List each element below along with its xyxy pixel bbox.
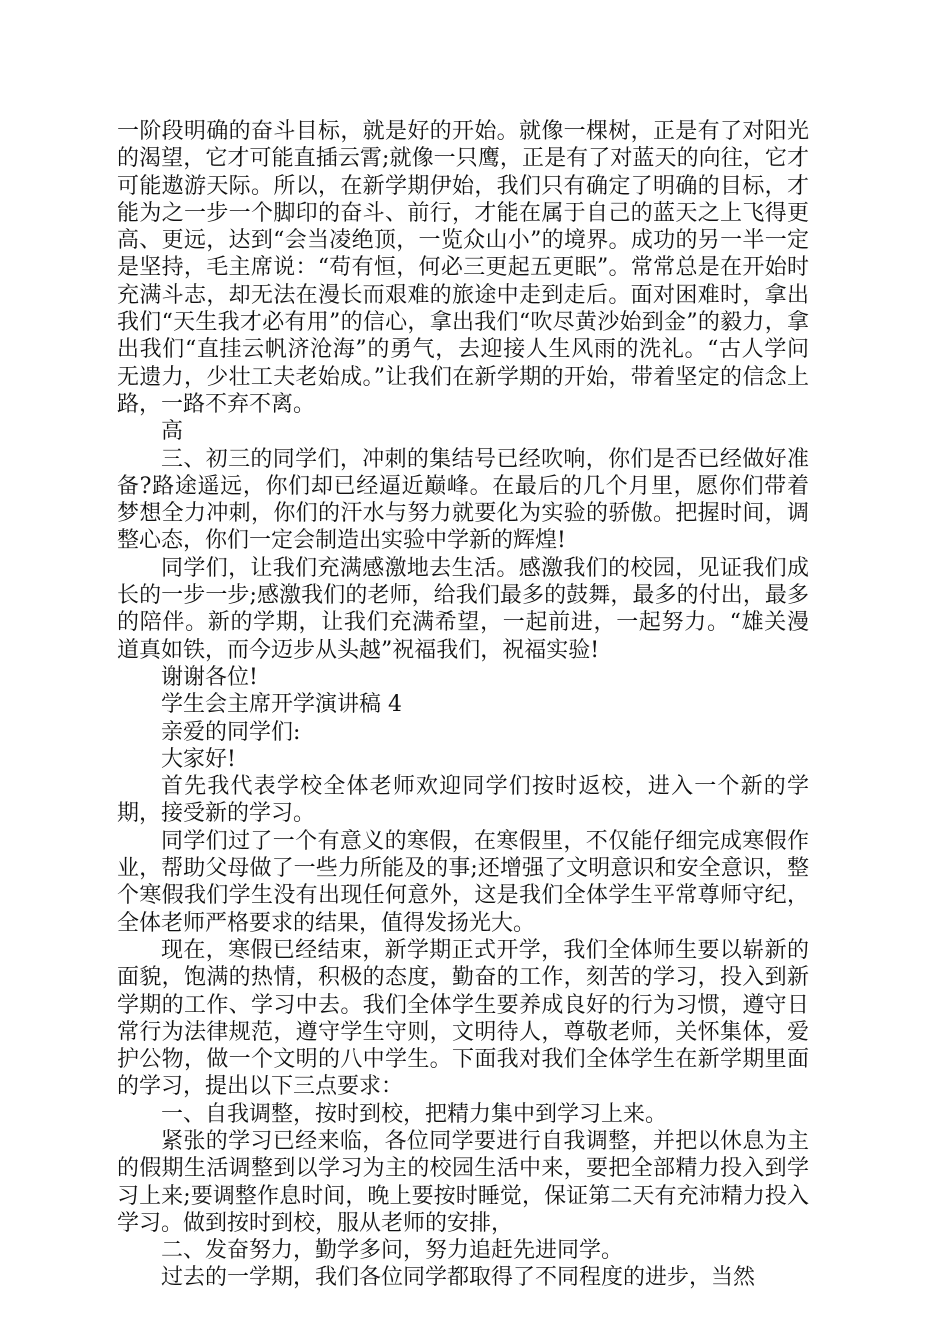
paragraph: 同学们，让我们充满感激地去生活。感激我们的校园，见证我们成长的一步一步;感激我们的老师，给我们最多的鼓舞，最多的付出，最多的陪伴。新的学期，让我们充满希望，一起前进，一起努力。“雄关漫道真如铁，而今迈步从头越”祝福我们，祝福实验! — [117, 555, 809, 663]
closing-line: 谢谢各位! — [161, 664, 258, 690]
paragraph: 过去的一学期，我们各位同学都取得了不同程度的进步，当然 — [161, 1265, 756, 1291]
paragraph: 首先我代表学校全体老师欢迎同学们按时返校，进入一个新的学期，接受新的学习。 — [117, 774, 809, 827]
document-page — [117, 118, 809, 1292]
requirement-heading: 一、自我调整，按时到校，把精力集中到学习上来。 — [161, 1101, 668, 1127]
paragraph: 一阶段明确的奋斗目标，就是好的开始。就像一棵树，正是有了对阳光的渴望，它才可能直插云霄;就像一只鹰，正是有了对蓝天的向往，它才可能遨游天际。所以，在新学期伊始，我们只有确定了明确的目标，才能为之一步一个脚印的奋斗、前行，才能在属于自己的蓝天之上飞得更高、更远，达到“会当凌绝顶，一览众山小”的境界。成功的另一半一定是坚持，毛主席说：“苟有恒，何必三更起五更眠”。常常总是在开始时充满斗志，却无法在漫长而艰难的旅途中走到走后。面对困难时，拿出我们“天生我才必有用”的信心，拿出我们“吹尽黄沙始到金”的毅力，拿出我们“直挂云帆济沧海”的勇气，去迎接人生风雨的洗礼。“古人学问无遗力，少壮工夫老始成。”让我们在新学期的开始，带着坚定的信念上路，一路不弃不离。 — [117, 119, 809, 417]
paragraph: 三、初三的同学们，冲刺的集结号已经吹响，你们是否已经做好准备?路途遥远，你们却已经逼近巅峰。在最后的几个月里，愿你们带着梦想全力冲刺，你们的汗水与努力就要化为实验的骄傲。把握时间，调整心态，你们一定会制造出实验中学新的辉煌! — [117, 446, 809, 554]
salutation: 亲爱的同学们: — [161, 719, 301, 745]
paragraph: 现在，寒假已经结束，新学期正式开学，我们全体师生要以崭新的面貌，饱满的热情，积极的态度，勤奋的工作，刻苦的学习，投入到新学期的工作、学习中去。我们全体学生要养成良好的行为习惯，遵守日常行为法律规范，遵守学生守则，文明待人，尊敬老师，关怀集体，爱护公物，做一个文明的八中学生。下面我对我们全体学生在新学期里面的学习，提出以下三点要求： — [117, 937, 809, 1100]
paragraph: 同学们过了一个有意义的寒假，在寒假里，不仅能仔细完成寒假作业，帮助父母做了一些力所能及的事;还增强了文明意识和安全意识，整个寒假我们学生没有出现任何意外，这是我们全体学生平常尊师守纪，全体老师严格要求的结果，值得发扬光大。 — [117, 828, 809, 936]
section-title: 学生会主席开学演讲稿 4 — [161, 692, 402, 718]
requirement-heading: 二、发奋努力，勤学多问，努力追赶先进同学。 — [161, 1238, 624, 1264]
paragraph: 高 — [161, 419, 184, 445]
greeting: 大家好! — [161, 746, 236, 772]
paragraph: 紧张的学习已经来临，各位同学要进行自我调整，并把以休息为主的假期生活调整到以学习为主的校园生活中来，要把全部精力投入到学习上来;要调整作息时间，晚上要按时睡觉，保证第二天有充沛精力投入学习。做到按时到校，服从老师的安排， — [117, 1128, 809, 1236]
